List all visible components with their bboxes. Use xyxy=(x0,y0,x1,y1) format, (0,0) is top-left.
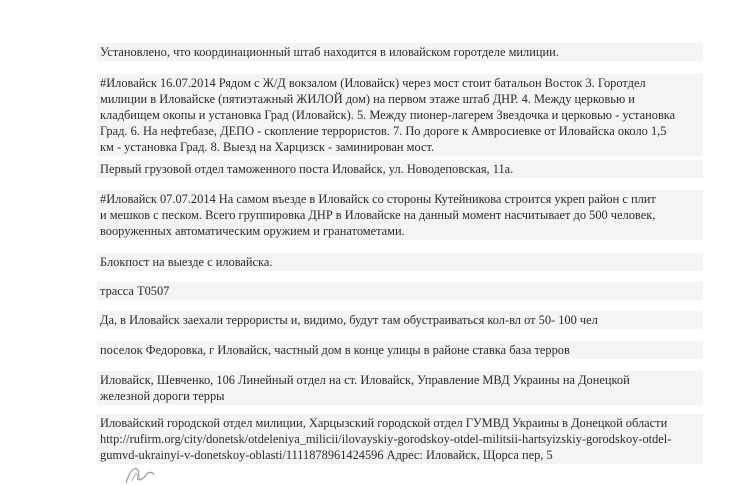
stamp-mark-icon xyxy=(120,463,160,485)
paragraph-shevchenko: Иловайск, Шевченко, 106 Линейный отдел на ст. Иловайск, Управление МВД Украины на Донецкой железной дороги терры xyxy=(97,371,703,405)
paragraph-highway: трасса Т0507 xyxy=(97,282,703,300)
paragraph-customs-post: Первый грузовой отдел таможенного поста Иловайск, ул. Новодеповская, 11а. xyxy=(97,160,703,178)
paragraph-police-department: Иловайский городской отдел милиции, Харцызский городской отдел ГУМВД Украины в Донецкой области http://rufirm.org/city/donetsk/otdeleniya_milicii/ilovayskiy-gorodskoy-otdel-militsii-hartsyizskiy-gorodskoy-otdel- gumvd-ukrainyi-v-donetskoy-oblasti/1111878961424596 Адрес: Иловайск, Щорса пер, 5 xyxy=(97,414,703,464)
paragraph-checkpoint: Блокпост на выезде с иловайска. xyxy=(97,253,703,271)
paragraph-ilovaisk-16-07: #Иловайск 16.07.2014 Рядом с Ж/Д вокзалом (Иловайск) через мост стоит батальон Восток 3. Горотдел милиции в Иловайске (пятиэтажный ЖИЛОЙ дом) на первом этаже штаб ДНР. 4. Между церковью и кладбищем окопы и установка Град (Иловайск). 5. Между пионер-лагерем Звездочка и церковью - установка Град. 6. На нефтебазе, ДЕПО - скопление террористов. 7. По дороге к Амвросиевке от Иловайска около 1,5 км - установка Град. 8. Выезд на Харцизск - заминирован мост. xyxy=(97,74,703,156)
paragraph-fedorovka: поселок Федоровка, г Иловайск, частный дом в конце улицы в районе ставка база терров xyxy=(97,341,703,359)
paragraph-ilovaisk-07-07: #Иловайск 07.07.2014 На самом въезде в Иловайск со стороны Кутейникова строится укреп район с плит и мешков с песком. Всего группировка ДНР в Иловайске на данный момент насчитывает до 500 человек, вооруженных автоматическим оружием и гранатометами. xyxy=(97,190,703,240)
paragraph-terrorists-arrived: Да, в Иловайск заехали террористы и, видимо, будут там обустраиваться кол-вл от 50- 100 чел xyxy=(97,311,703,329)
paragraph-hq-location: Установлено, что координационный штаб находится в иловайском горотделе милиции. xyxy=(97,43,703,61)
